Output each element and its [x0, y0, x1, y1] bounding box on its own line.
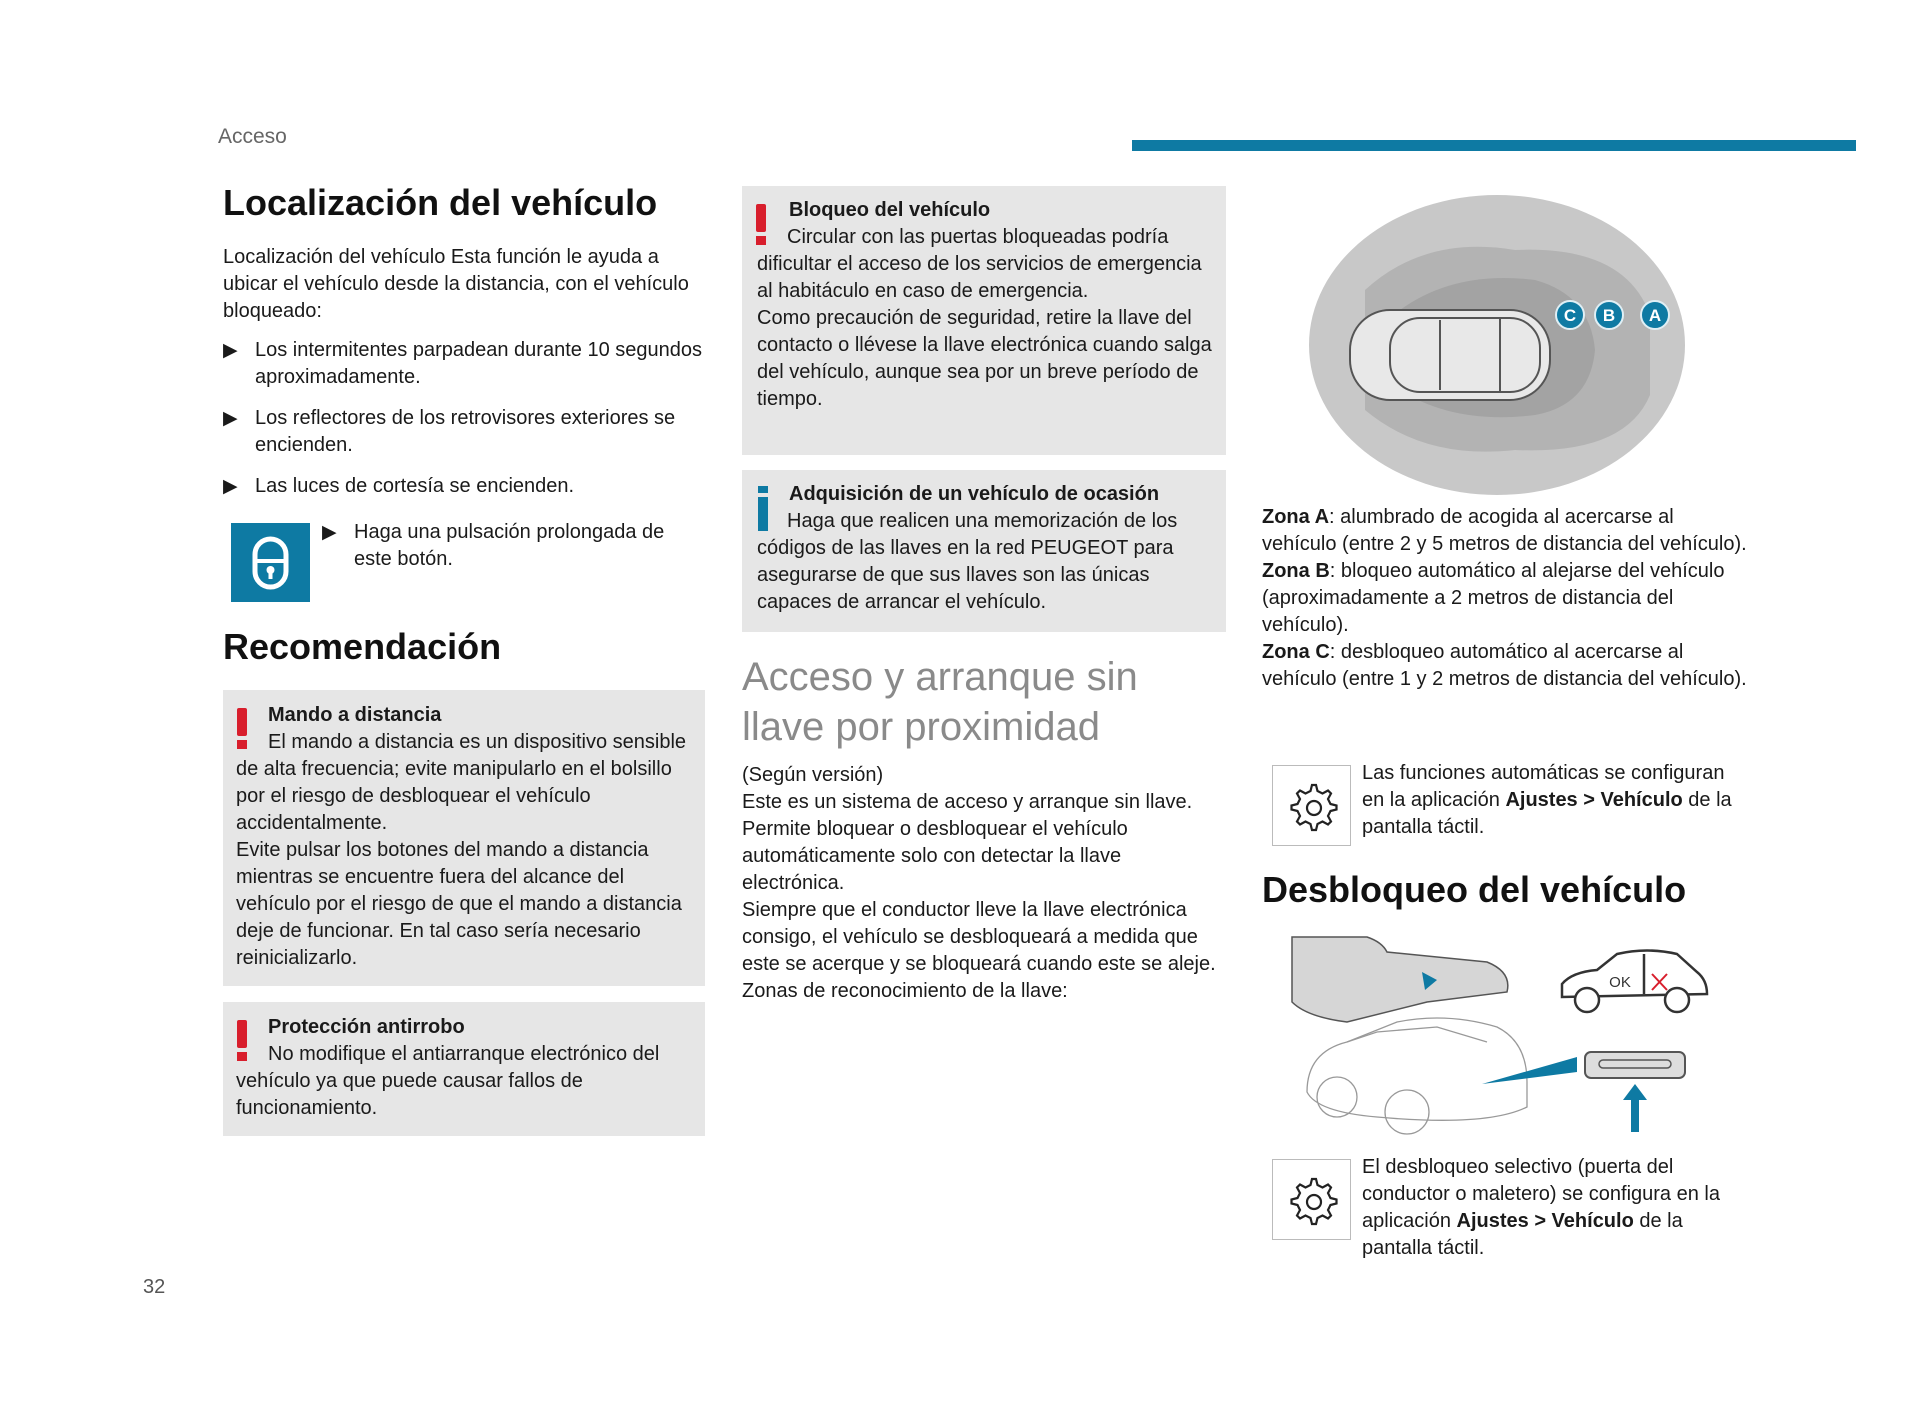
- warning-title: Bloqueo del vehículo: [789, 199, 991, 221]
- settings-note-2: El desbloqueo selectivo (puerta del conductor o maletero) se configura en la aplicación Ajustes > Vehículo de la pantalla táctil.: [1362, 1156, 1720, 1259]
- bullet-item: ▶ Los intermitentes parpadean durante 10 segundos aproximadamente.: [223, 337, 708, 391]
- warning-title: Mando a distancia: [268, 704, 442, 726]
- warning-text: El mando a distancia es un dispositivo sensible de alta frecuencia; evite manipularlo en el bolsillo por el riesgo de desbloquear el vehículo accidentalmente. Evite pulsar los botones del mando a distancia mientras se encuentre fuera del alcance del vehículo por el riesgo de que el mando a distancia deje de funcionar. En tal caso sería necesario reinicializarlo.: [236, 731, 687, 969]
- warning-box-mando: [223, 690, 705, 986]
- warning-box-antirrobo: [223, 1002, 705, 1136]
- triangle-bullet-icon: ▶: [223, 408, 238, 429]
- ok-label: OK: [1609, 974, 1631, 991]
- accent-bar: [1132, 140, 1856, 151]
- settings-gear-icon: [1272, 765, 1351, 846]
- triangle-bullet-icon: ▶: [223, 476, 238, 497]
- heading-desbloqueo: Desbloqueo del vehículo: [1262, 869, 1687, 910]
- selective-unlock-illustration: [1287, 932, 1732, 1142]
- page-number: 32: [143, 1276, 166, 1298]
- settings-gear-icon: [1272, 1159, 1351, 1240]
- section-label: Acceso: [218, 125, 287, 148]
- warning-text: Circular con las puertas bloqueadas podría dificultar el acceso de los servicios de emergencia al habitáculo en caso de emergencia. Como precaución de seguridad, retire la llave del contacto o llévese la llave electrónica cuando salga del vehículo, aunque sea por un breve período de tiempo.: [757, 226, 1212, 410]
- info-text: Haga que realicen una memorización de los códigos de las llaves en la red PEUGEOT para asegurarse de que sus llaves son las únicas capaces de arrancar el vehículo.: [757, 510, 1178, 613]
- zone-label-a: A: [1648, 306, 1662, 325]
- lock-button-icon: [231, 523, 310, 602]
- acceso-paragraphs: [742, 762, 1228, 1005]
- heading-localizacion: Localización del vehículo: [223, 182, 658, 223]
- heading-acceso-arranque: Acceso y arranque sin llave por proximidad: [742, 655, 1138, 749]
- settings-note-1: Las funciones automáticas se configuran en la aplicación Ajustes > Vehículo de la pantalla táctil.: [1362, 762, 1732, 838]
- intro-text: Localización del vehículo Esta función le ayuda a ubicar el vehículo desde la distancia, con el vehículo bloqueado:: [223, 246, 689, 322]
- zone-b-text: Zona B: bloqueo automático al alejarse del vehículo (aproximadamente a 2 metros de distancia del vehículo).: [1262, 560, 1725, 636]
- zone-label-b: B: [1602, 306, 1616, 325]
- warning-text: No modifique el antiarranque electrónico del vehículo ya que puede causar fallos de funcionamiento.: [236, 1043, 660, 1119]
- info-title: Adquisición de un vehículo de ocasión: [789, 483, 1160, 505]
- warning-title: Protección antirrobo: [268, 1016, 465, 1038]
- heading-recomendacion: Recomendación: [223, 626, 502, 667]
- info-box-ocasion: [742, 470, 1226, 632]
- paragraph: Siempre que el conductor lleve la llave electrónica consigo, el vehículo se desbloqueará a medida que este se acerque y se bloqueará cuando este se aleje.: [742, 899, 1216, 975]
- warning-box-bloqueo: [742, 186, 1226, 455]
- lock-bullet: ▶ Haga una pulsación prolongada de este botón.: [322, 519, 692, 573]
- paragraph: Zonas de reconocimiento de la llave:: [742, 980, 1068, 1002]
- zone-c-text: Zona C: desbloqueo automático al acercarse al vehículo (entre 1 y 2 metros de distancia del vehículo).: [1262, 641, 1747, 690]
- triangle-bullet-icon: ▶: [322, 522, 337, 543]
- paragraph: (Según versión): [742, 764, 884, 786]
- triangle-bullet-icon: ▶: [223, 340, 238, 361]
- zone-label-c: C: [1563, 306, 1577, 325]
- key-zones-diagram: [1305, 195, 1690, 500]
- paragraph: Este es un sistema de acceso y arranque sin llave.: [742, 791, 1193, 813]
- zones-list: [1262, 504, 1752, 693]
- zone-a-text: Zona A: alumbrado de acogida al acercarse al vehículo (entre 2 y 5 metros de distancia del vehículo).: [1262, 506, 1747, 555]
- bullet-item: ▶ Los reflectores de los retrovisores exteriores se encienden.: [223, 405, 708, 459]
- paragraph: Permite bloquear o desbloquear el vehículo automáticamente solo con detectar la llave electrónica.: [742, 818, 1128, 894]
- bullet-item: ▶ Las luces de cortesía se encienden.: [223, 473, 708, 500]
